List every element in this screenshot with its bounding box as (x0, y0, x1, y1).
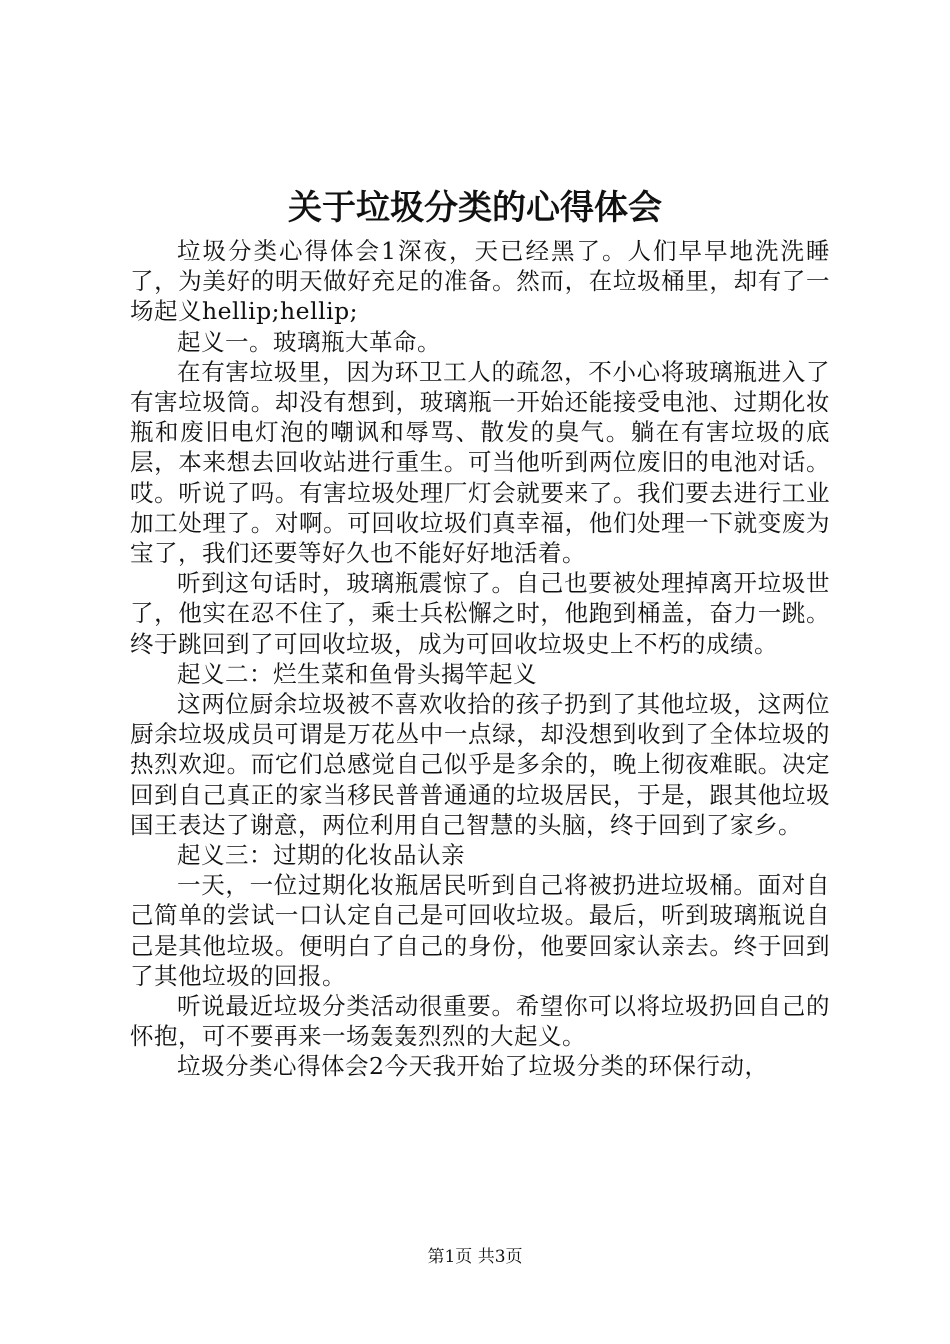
paragraph: 起义一。玻璃瓶大革命。 (177, 327, 441, 356)
paragraph: 起义二：烂生菜和鱼骨头揭竿起义 (177, 659, 537, 688)
paragraph: 这两位厨余垃圾被不喜欢收拾的孩子扔到了其他垃圾，这两位厨余垃圾成员可谓是万花丛中一点绿，却没想到收到了全体垃圾的热烈欢迎。而它们总感觉自己似乎是多余的，晚上彻夜难眠。决定回到自己真正的家当移民普普通通的垃圾居民，于是，跟其他垃圾国王表达了谢意，两位利用自己智慧的头脑，终于回到了家乡。 (130, 690, 830, 839)
document-body (130, 236, 830, 1082)
page-title: 关于垃圾分类的心得体会 (288, 188, 662, 228)
paragraph: 听说最近垃圾分类活动很重要。希望你可以将垃圾扔回自己的怀抱，可不要再来一场轰轰烈烈的大起义。 (130, 992, 830, 1051)
paragraph: 垃圾分类心得体会2今天我开始了垃圾分类的环保行动， (177, 1052, 769, 1081)
paragraph: 听到这句话时，玻璃瓶震惊了。自己也要被处理掉离开垃圾世了，他实在忍不住了，乘士兵松懈之时，他跑到桶盖，奋力一跳。终于跳回到了可回收垃圾，成为可回收垃圾史上不朽的成绩。 (130, 569, 830, 658)
page-footer: 第1页 共3页 (427, 1247, 523, 1267)
paragraph: 在有害垃圾里，因为环卫工人的疏忽，不小心将玻璃瓶进入了有害垃圾筒。却没有想到，玻璃瓶一开始还能接受电池、过期化妆瓶和废旧电灯泡的嘲讽和辱骂、散发的臭气。躺在有害垃圾的底层，本来想去回收站进行重生。可当他听到两位废旧的电池对话。哎。听说了吗。有害垃圾处理厂灯会就要来了。我们要去进行工业加工处理了。对啊。可回收垃圾们真幸福，他们处理一下就变废为宝了，我们还要等好久也不能好好地活着。 (130, 357, 830, 568)
paragraph: 起义三：过期的化妆品认亲 (177, 841, 465, 870)
paragraph: 垃圾分类心得体会1深夜，天已经黑了。人们早早地洗洗睡了，为美好的明天做好充足的准备。然而，在垃圾桶里，却有了一场起义hellip;hellip; (130, 237, 830, 326)
paragraph: 一天，一位过期化妆瓶居民听到自己将被扔进垃圾桶。面对自己简单的尝试一口认定自己是可回收垃圾。最后，听到玻璃瓶说自己是其他垃圾。便明白了自己的身份，他要回家认亲去。终于回到了其他垃圾的回报。 (130, 871, 830, 990)
